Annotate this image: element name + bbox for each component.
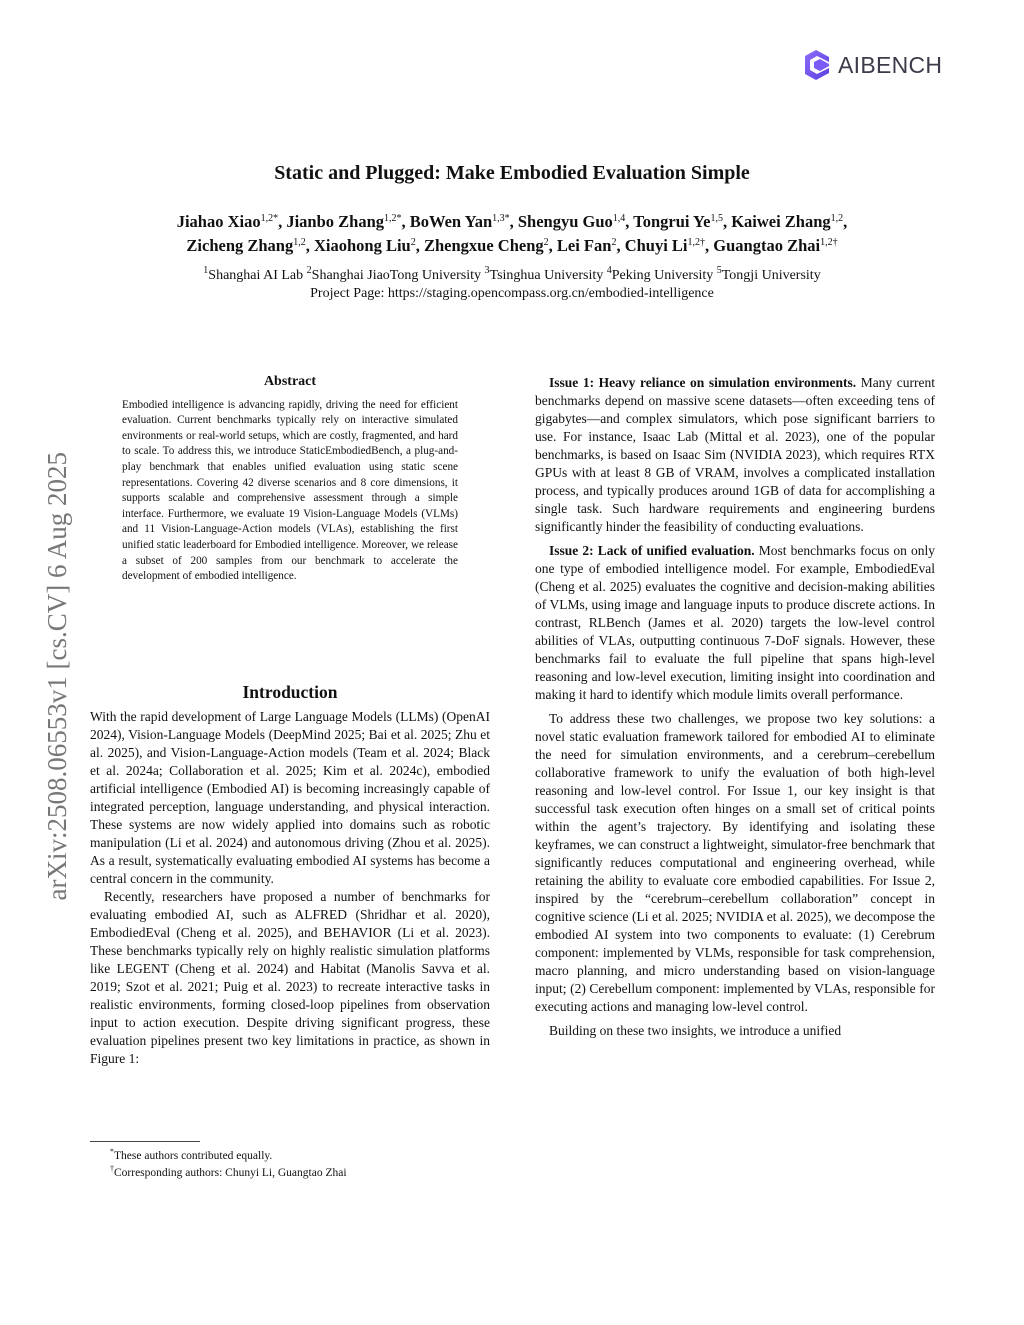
author-name: Tongrui Ye bbox=[633, 212, 711, 231]
author-affiliation-marker: 1,2 bbox=[830, 213, 844, 224]
issue-1-paragraph: Issue 1: Heavy reliance on simulation environments. Many current benchmarks depend on massive scene datasets—often exceeding tens of gigabytes—and complex simulators, which pose significant barriers to use. For instance, Isaac Lab (Mittal et al. 2023), one of the popular benchmarks, is based on Isaac Sim (NVIDIA 2023), which requires RTX GPUs with at least 8 GB of VRAM, involves a complicated installation process, and typically produces around 1GB of data for accomplishing a single task. Such hardware requirements and engineering burdens significantly hinder the feasibility of conducting evaluations. bbox=[535, 375, 935, 534]
author-name: Jiahao Xiao bbox=[176, 212, 261, 231]
author-name: Zicheng Zhang bbox=[186, 236, 294, 255]
aibench-logo bbox=[802, 50, 942, 80]
issue-2-heading: Issue 2: Lack of unified evaluation. bbox=[549, 543, 755, 558]
abstract-heading: Abstract bbox=[263, 374, 317, 389]
introduction-heading: Introduction bbox=[242, 682, 338, 702]
arxiv-identifier-text: arXiv:2508.06553v1 [cs.CV] 6 Aug 2025 bbox=[42, 452, 72, 901]
author-affiliation-marker: 1,5 bbox=[710, 213, 723, 224]
author-name: Shengyu Guo bbox=[517, 212, 613, 231]
affiliation-name: Tsinghua University bbox=[489, 268, 607, 283]
paper-title: Static and Plugged: Make Embodied Evaluation Simple bbox=[274, 162, 750, 184]
affiliation-name: Tongji University bbox=[721, 268, 821, 283]
author-affiliation-marker: 2 bbox=[410, 237, 416, 248]
arxiv-identifier bbox=[40, 374, 75, 979]
footnote-rule bbox=[90, 1141, 200, 1142]
author-name: Zhengxue Cheng bbox=[423, 236, 544, 255]
project-page: Project Page: https://staging.opencompass.org.cn/embodied-intelligence bbox=[310, 286, 714, 301]
affiliation-name: Shanghai AI Lab bbox=[208, 268, 307, 283]
intro-paragraph-1: With the rapid development of Large Language Models (LLMs) (OpenAI 2024), Vision-Language Models (DeepMind 2025; Bai et al. 2025; Zhu et al. 2025), and Vision-Language-Action models (Team et al. 2024; Black et al. 2024a; Collaboration et al. 2025; Kim et al. 2024c), embodied artificial intelligence (Embodied AI) is becoming increasingly capable of integrated perception, language understanding, and physical interaction. These systems are now widely applied into domains such as robotic manipulation (Li et al. 2024) and autonomous driving (Zhou et al. 2025). As a result, systematically evaluating embodied AI systems has become a central concern in the community. bbox=[90, 709, 490, 886]
abstract-text: Embodied intelligence is advancing rapidly, driving the need for efficient evaluation. Current benchmarks typically rely on interactive simulated environments or real-world setups, which are costly, fragmented, and hard to scale. To address this, we introduce StaticEmbodiedBench, a plug-and-play benchmark that enables unified evaluation using static scene representations. Covering 42 diverse scenarios and 8 core dimensions, it supports scalable and comprehensive assessment through a simple interface. Furthermore, we evaluate 19 Vision-Language Models (VLMs) and 11 Vision-Language-Action models (VLAs), establishing the first unified static leaderboard for Embodied intelligence. Moreover, we release a subset of 200 samples from our benchmark to accelerate the development of embodied intelligence. bbox=[122, 398, 458, 583]
author-affiliation-marker: 2 bbox=[611, 237, 617, 248]
logo-text: AIBENCH bbox=[838, 51, 943, 78]
right-column bbox=[535, 374, 935, 1040]
author-name: Chuyi Li bbox=[624, 236, 688, 255]
intro-paragraph-2: Recently, researchers have proposed a number of benchmarks for evaluating embodied AI, such as ALFRED (Shridhar et al. 2020), EmbodiedEval (Cheng et al. 2025), and BEHAVIOR (Li et al. 2023). These benchmarks typically rely on highly realistic simulation platforms like LEGENT (Cheng et al. 2024) and Habitat (Manolis Savva et al. 2019; Szot et al. 2021; Puig et al. 2023) to recreate interactive tasks in realistic environments, forming closed-loop pipelines from observation input to action execution. Despite driving significant progress, these evaluation pipelines present two key limitations in practice, as shown in Figure 1: bbox=[90, 889, 490, 1066]
issue-1-heading: Issue 1: Heavy reliance on simulation environments. bbox=[549, 375, 857, 390]
aibench-logo-icon bbox=[802, 50, 832, 80]
author-affiliation-marker: 1,2* bbox=[260, 213, 279, 224]
abstract-section bbox=[122, 374, 458, 585]
author-affiliation-marker: 1,2† bbox=[820, 237, 838, 248]
author-affiliation-marker: 1,4 bbox=[612, 213, 626, 224]
author-list: Jiahao Xiao$^{1,2*}$, Jianbo Zhang$^{1,2*}$, BoWen Yan$^{1,3*}$, Shengyu Guo$^{1,4}$, Tongrui Ye$^{1,5}$, Kaiwei Zhang$^{1,2}$, Zicheng Zhang$^{1,2}$, Xiaohong Liu$^2$, Zhengxue Cheng$^2$, Lei Fan$^2$, Chuyi $Li^{1,2\dagger}$, Guangtao Zhai$^{1,2\dagger}$ bbox=[176, 212, 848, 255]
solutions-paragraph: To address these two challenges, we propose two key solutions: a novel static evaluation framework tailored for embodied AI to eliminate the need for simulation environments, and a cerebrum–cerebellum collaborative framework to unify the evaluation of both high-level reasoning and low-level control. For Issue 1, our key insight is that successful task execution often hinges on a small set of critical points within the agent’s trajectory. By identifying and isolating these keyframes, we can construct a lightweight, simulator-free benchmark that significantly reduces computational and engineering overhead, while retaining the ability to evaluate core embodied capabilities. For Issue 2, inspired by the “cerebrum–cerebellum collaboration” concept in cognitive science (Li et al. 2025; NVIDIA et al. 2025), we decompose the embodied AI system into two components to evaluate: (1) Cerebrum component: implemented by VLMs, responsible for task comprehension, macro planning, and micro understanding based on vision-language input; (2) Cerebellum component: implemented by VLAs, responsible for executing actions and managing low-level control. bbox=[535, 711, 935, 1014]
affiliation-line: $^1$Shanghai AI Lab $^2$Shanghai JiaoTong University $^3$Tsinghua University $^4$Peking University $^5$Tongji University bbox=[203, 265, 821, 283]
author-name: BoWen Yan bbox=[409, 212, 493, 231]
author-name: Lei Fan bbox=[556, 236, 612, 255]
issue-2-paragraph: Issue 2: Lack of unified evaluation. Most benchmarks focus on only one type of embodied intelligence model. For example, EmbodiedEval (Cheng et al. 2025) evaluates the cognitive and decision-making abilities of VLMs, using image and language inputs to produce discrete actions. In contrast, RLBench (James et al. 2020) targets the low-level control abilities of VLAs, outputting continuous 7-DoF signals. However, these benchmarks fail to evaluate the full pipeline that spans high-level reasoning and low-level execution, limiting insight into coordination and making it hard to identify which module limits overall performance. bbox=[535, 543, 935, 702]
introduction-section bbox=[90, 683, 490, 1068]
author-affiliation-marker: 2 bbox=[543, 237, 549, 248]
footnote-equal-contribution: *These authors contributed equally. bbox=[110, 1147, 273, 1162]
author-affiliation-marker: 1,2* bbox=[384, 213, 402, 224]
affiliation-name: Shanghai JiaoTong University bbox=[311, 268, 485, 283]
author-affiliation-marker: 1,2† bbox=[687, 237, 706, 248]
footnote-corresponding: †Corresponding authors: Chunyi Li, Guangtao Zhai bbox=[110, 1164, 347, 1179]
author-name: Jianbo Zhang bbox=[286, 212, 384, 231]
author-affiliation-marker: 1,3* bbox=[492, 213, 510, 224]
author-name: Xiaohong Liu bbox=[313, 236, 411, 255]
building-paragraph: Building on these two insights, we introduce a unified bbox=[549, 1023, 842, 1038]
author-affiliation-marker: 1,2 bbox=[293, 237, 306, 248]
affiliation-name: Peking University bbox=[611, 268, 717, 283]
author-name: Guangtao Zhai bbox=[713, 236, 821, 255]
affiliations bbox=[60, 267, 964, 303]
author-name: Kaiwei Zhang bbox=[731, 212, 831, 231]
